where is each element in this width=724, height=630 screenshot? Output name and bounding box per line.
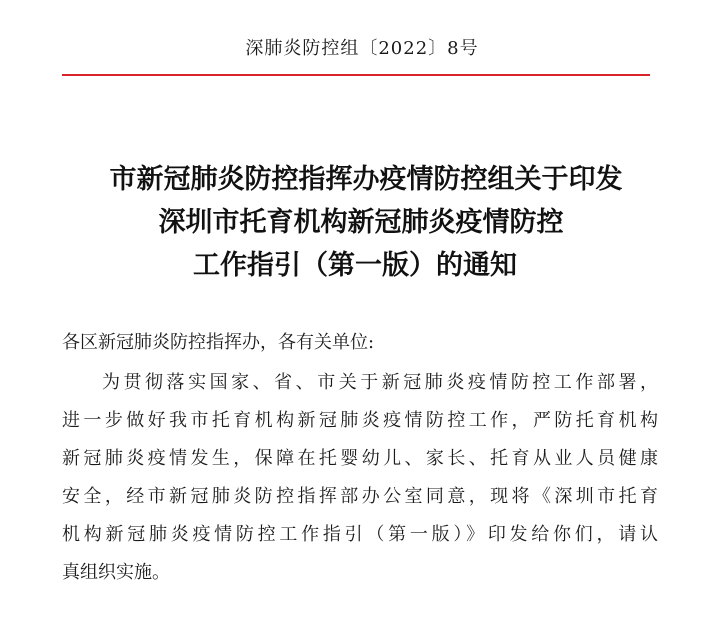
body-paragraph — [62, 370, 658, 598]
body-line-6: 真组织实施。 — [62, 562, 170, 583]
salutation: 各区新冠肺炎防控指挥办，各有关单位: — [62, 332, 375, 353]
body-line-2: 进一步做好我市托育机构新冠肺炎疫情防控工作，严防托育机构 — [62, 410, 658, 431]
body-line-5: 机构新冠肺炎疫情防控工作指引（第一版）》印发给你们，请认 — [62, 524, 658, 545]
title-line-2: 深圳市托育机构新冠肺炎疫情防控 — [158, 207, 564, 238]
body-line-3: 新冠肺炎疫情发生，保障在托婴幼儿、家长、托育从业人员健康 — [62, 448, 658, 469]
title-line-1: 市新冠肺炎防控指挥办疫情防控组关于印发 — [109, 164, 623, 195]
red-separator-line — [62, 74, 650, 76]
document-number: 深肺炎防控组〔2022〕8号 — [245, 38, 479, 59]
body-line-1: 为贯彻落实国家、省、市关于新冠肺炎疫情防控工作部署， — [102, 372, 658, 393]
body-line-4: 安全，经市新冠肺炎防控指挥部办公室同意，现将《深圳市托育 — [62, 486, 658, 507]
title-line-3: 工作指引（第一版）的通知 — [193, 250, 517, 281]
document-title — [0, 158, 724, 287]
